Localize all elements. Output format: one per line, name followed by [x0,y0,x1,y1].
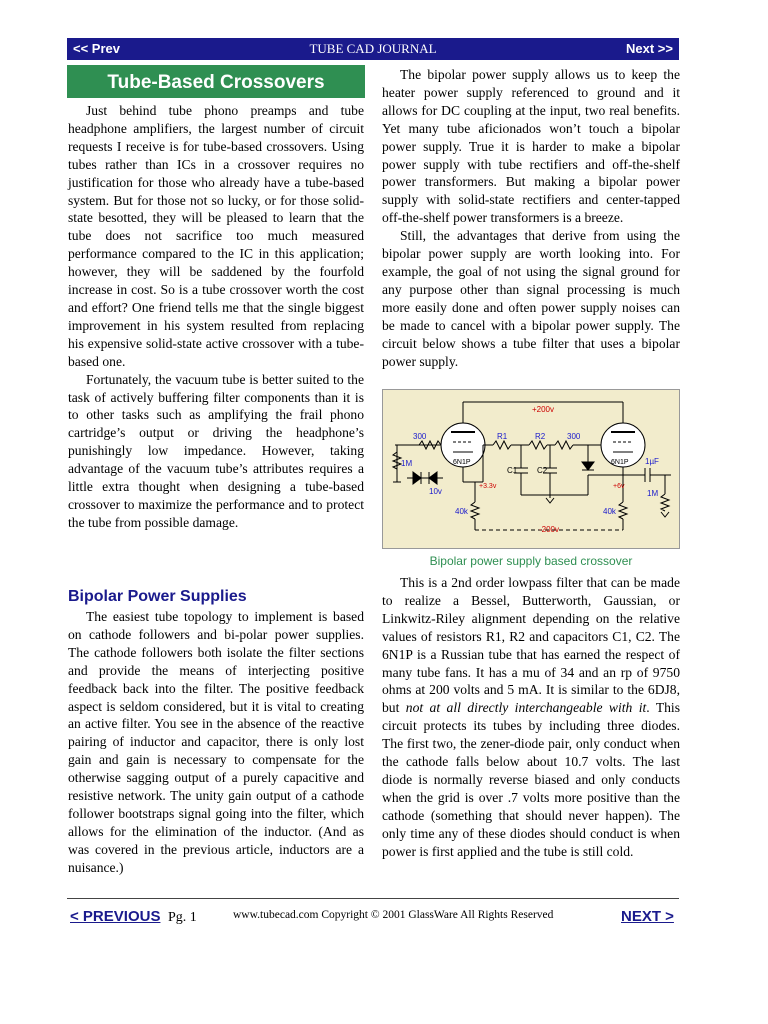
label-minus200: -200v [538,525,560,534]
label-tube2: 6N1P [611,459,629,466]
label-1m-out: 1M [647,489,659,498]
label-40k-left: 40k [455,507,468,516]
label-40k-right: 40k [603,507,616,516]
left-column-intro [68,102,364,532]
prev-link[interactable]: << Prev [73,41,120,56]
footer-divider [67,898,679,899]
label-tube1: 6N1P [453,459,471,466]
left-column-section [68,608,364,877]
copyright-notice: www.tubecad.com Copyright © 2001 GlassWare All Rights Reserved [233,909,554,921]
crossover-schematic [383,390,679,548]
label-c2: C2 [537,466,548,475]
label-zener: 10v [429,487,442,496]
page-number: Pg. 1 [168,910,197,925]
label-r1: R1 [497,432,508,441]
label-3v3: +3.3v [479,483,497,490]
text-run: This is a 2nd order lowpass filter that can be made to realize a Bessel, Butterworth, Gaussian, or Linkwitz-Riley alignment depending on the relative values of resistors R1, R2 and capacitors C1, C2. The 6N1P is a Russian tube that has earned the respect of many tube fans. It has a mu of 34 and an rp of 9750 ohms at 200 volts and 5 mA. It is similar to the 6DJ8, but [382,575,680,716]
paragraph: The easiest tube topology to implement is based on cathode followers and bi-polar power supplies. The cathode followers both isolate the filter sections and provide the means of interjecting positive feedback back into the filter. The positive feedback aspect is seldom considered, but it is vital to creating an active filter. You see in the absence of the reactive pairing of inductor and capacitor, there is only lost gain and gain is necessary to compensate for the otherwise sagging output of a purely capacitive and resistive network. The unity gain output of a cathode follower bootstraps signal going into the filter, which allows for the elimination of the inductor. (And as was covered in the previous article, inductors are a nuisance.) [68,609,364,875]
text-run: . This circuit protects its tubes by including three diodes. The first two, the zener-diode pair, only conduct when the cathode falls below about 10.7 volts. The last diode is normally reverse biased and only conducts when the grid is over .7 volts more positive than the cathode (something that should never happen). The only time any of these diodes should conduct is when power is first applied and the tube is still cold. [382,700,680,859]
label-c1: C1 [507,466,518,475]
label-cap-out: 1µF [645,457,659,466]
journal-title: TUBE CAD JOURNAL [309,41,437,56]
label-r2: R2 [535,432,546,441]
top-nav-bar [67,38,679,60]
label-plus200: +200v [531,405,555,414]
right-column-bottom [382,574,680,861]
emphasis-text: not at all directly interchangeable with it [405,700,647,716]
label-6v: +6v [613,483,625,490]
label-300-left: 300 [413,432,427,441]
paragraph: Fortunately, the vacuum tube is better suited to the task of actively buffering filter components than it is to other tasks such as amplifying the frail phono cartridge’s output or driving the headphone’s punishingly low impedance. However, taking advantage of the vacuum tube’s attributes requires a little extra thought when designing a tube-based crossover to maximize the performance and to protect the tube from possible damage. [68,371,364,530]
article-title: Tube-Based Crossovers [67,65,365,98]
next-link[interactable]: Next >> [626,41,673,56]
label-1m-in: 1M [401,459,413,468]
next-page-link[interactable]: NEXT > [621,908,674,925]
previous-page-link[interactable]: < PREVIOUS [70,908,161,925]
section-heading: Bipolar Power Supplies [68,588,247,605]
schematic-figure [382,389,680,549]
paragraph: Just behind tube phono preamps and tube headphone amplifiers, the largest number of circuit requests I receive is for tube-based crossovers. Using tubes rather than ICs in a crossover requires no justification for those who already have a tube-based system. But for those not so lucky, or for those solid-state besotted, they will be pleased to learn that the tube does not sacrifice too much measured performance compared to the IC in this application; however, they will be saddened by the fourfold increase in cost. So is a tube crossover worth the cost and effort? One friend tells me that the single biggest improvement in his system resulted from replacing his expensive solid-state active crossover with a tube-based one. [68,103,364,369]
right-column-top [382,66,680,370]
label-300-right: 300 [567,432,581,441]
paragraph [382,574,680,861]
paragraph: The bipolar power supply allows us to keep the heater power supply referenced to ground and it allows for DC coupling at the input, two real benefits. Yet many tube aficionados won’t touch a bipolar power supply. True it is harder to make a bipolar power supply with tube rectifiers and off-the-shelf power transformers. But making a bipolar power supply with solid-state rectifiers and center-tapped off-the-shelf power transformers is a breeze. [382,67,680,226]
paragraph: Still, the advantages that derive from using the bipolar power supply are worth looking into. For example, the goal of not using the signal ground for any purpose other than signal processing is much more easily done and often power supply noises can be made to cancel with a bipolar power supply. The circuit below shows a tube filter that uses a bipolar power supply. [382,228,680,369]
figure-caption: Bipolar power supply based crossover [429,554,633,568]
